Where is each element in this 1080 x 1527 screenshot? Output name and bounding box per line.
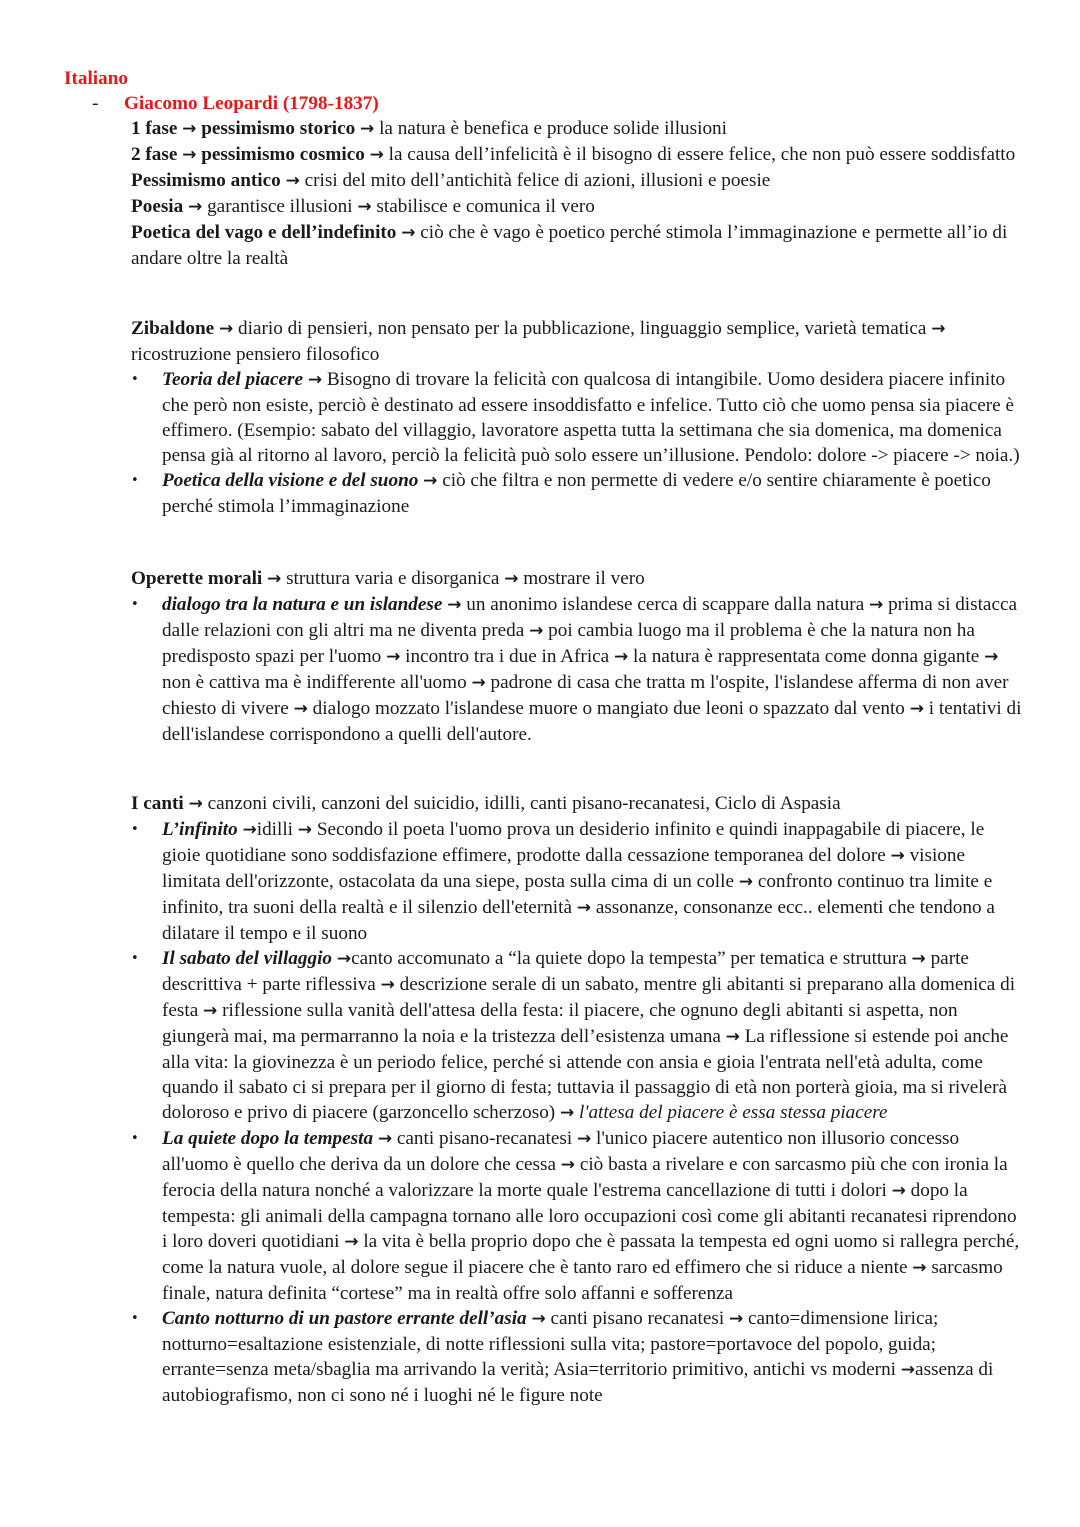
pessimismo-antico-line: Pessimismo antico → crisi del mito dell’antichità felice di azioni, illusioni e poesie	[131, 170, 771, 191]
arrow-icon: →	[293, 699, 308, 719]
arrow-icon: →	[738, 872, 754, 892]
arrow-icon: →	[900, 1360, 916, 1380]
intro-section	[131, 116, 1031, 271]
arrow-icon: →	[576, 898, 592, 918]
zibaldone-section	[131, 316, 1031, 519]
zibaldone-line: Zibaldone → diario di pensieri, non pensato per la pubblicazione, linguaggio semplice, varietà tematica → ricostruzione pensiero filosofico	[131, 318, 946, 365]
subject-heading: Italiano	[64, 68, 128, 89]
zibaldone-list	[131, 367, 1031, 519]
topic-dash: -	[92, 93, 99, 114]
arrow-icon: →	[285, 171, 300, 191]
arrow-icon: →	[614, 647, 629, 667]
arrow-icon: →	[560, 1155, 576, 1175]
list-item: • Canto notturno di un pastore errante dell’asia → canti pisano recanatesi → canto=dimensione lirica; notturno=esaltazione esistenziale, di notte riflessioni sulla vita; pastore=portavoce del popolo, guida; errante=senza meta/sbaglia ma arrivando la verità; Asia=territorio primitivo, antichi vs moderni →assenza di autobiografismo, non ci sono né i luoghi né le figure note	[131, 1306, 1022, 1408]
arrow-icon: →	[931, 319, 946, 339]
arrow-icon: →	[504, 569, 519, 589]
arrow-icon: →	[297, 820, 313, 840]
arrow-icon: →	[267, 569, 282, 589]
arrow-icon: →	[242, 820, 257, 840]
fase-1-line: 1 fase → pessimismo storico → la natura è benefica e produce solide illusioni	[131, 118, 727, 139]
arrow-icon: →	[401, 223, 416, 243]
operette-section	[131, 566, 1031, 747]
arrow-icon: →	[369, 145, 384, 165]
arrow-icon: →	[471, 673, 486, 693]
arrow-icon: →	[890, 846, 905, 866]
arrow-icon: →	[357, 197, 372, 217]
arrow-icon: →	[728, 1309, 744, 1329]
arrow-icon: →	[188, 794, 203, 814]
arrow-icon: →	[203, 1001, 218, 1021]
poetica-vago-line: Poetica del vago e dell’indefinito → ciò che è vago è poetico perché stimola l’immaginazione e permette all’io di andare oltre la realtà	[131, 222, 1008, 269]
arrow-icon: →	[188, 197, 203, 217]
arrow-icon: →	[386, 647, 401, 667]
arrow-icon: →	[912, 1258, 927, 1278]
arrow-icon: →	[218, 319, 234, 339]
list-item: • Teoria del piacere → Bisogno di trovare la felicità con qualcosa di intangibile. Uomo desidera piacere infinito che però non esiste, perciò è destinato ad essere insoddisfatto e infelice. Tutto ciò che uomo pensa sia piacere è effimero. (Esempio: sabato del villaggio, lavoratore aspetta tutta la settimana che sia domenica, ma domenica pensa già al ritorno al lavoro, perciò la felicità può solo essere un’illusione. Pendolo: dolore -> piacere -> noia.)	[131, 367, 1022, 468]
list-item: • La quiete dopo la tempesta → canti pisano-recanatesi → l'unico piacere autentico non illusorio concesso all'uomo è quello che deriva da un dolore che cessa → ciò basta a rivelare e con sarcasmo più che con ironia la ferocia della natura nonché a valorizzare la morte quale l'estrema cancellazione di tutti i dolori → dopo la tempesta: gli animali della campagna tornano alle loro occupazioni così come gli abitanti recanatesi riprendono i loro doveri quotidiani → la vita è bella proprio dopo che è passata la tempesta ed ogni uomo si rallegra perché, come la natura vuole, al dolore segue il piacere che è tanto raro ed effimero che si riduce a niente → sarcasmo finale, natura definita “cortese” ma in realtà offre solo affanni e sofferenza	[131, 1126, 1022, 1306]
operette-line: Operette morali → struttura varia e disorganica → mostrare il vero	[131, 568, 645, 589]
arrow-icon: →	[531, 1309, 546, 1329]
arrow-icon: →	[182, 119, 197, 139]
arrow-icon: →	[529, 621, 544, 641]
topic-line	[92, 91, 379, 116]
canti-section	[131, 791, 1031, 1408]
poesia-line: Poesia → garantisce illusioni → stabilisce e comunica il vero	[131, 196, 595, 217]
arrow-icon: →	[576, 1129, 592, 1149]
operette-list	[131, 592, 1031, 747]
list-item: • Il sabato del villaggio →canto accomunato a “la quiete dopo la tempesta” per tematica e struttura → parte descrittiva + parte riflessiva → descrizione serale di un sabato, mentre gli abitanti si preparano alla domenica di festa → riflessione sulla vanità dell'attesa della festa: il piacere, che ognuno degli abitanti si aspetta, non giungerà mai, ma permarranno la noia e la tristezza dell’esistenza umana → La riflessione si estende poi anche alla vita: la giovinezza è un periodo felice, perché si attende con ansia e gioia l'entrata nell'età adulta, come quando il sabato ci si prepara per il giorno di festa; tuttavia il passaggio di età non porterà gioia, ma si rivelerà doloroso e privo di piacere (garzoncello scherzoso) → l'attesa del piacere è essa stessa piacere	[131, 946, 1022, 1126]
arrow-icon: →	[725, 1027, 740, 1047]
arrow-icon: →	[909, 699, 924, 719]
list-item: • dialogo tra la natura e un islandese → un anonimo islandese cerca di scappare dalla natura → prima si distacca dalle relazioni con gli altri ma ne diventa preda → poi cambia luogo ma il problema è che la natura non ha predisposto spazi per l'uomo → incontro tra i due in Africa → la natura è rappresentata come donna gigante → non è cattiva ma è indifferente all'uomo → padrone di casa che tratta m l'ospite, l'islandese afferma di non aver chiesto di vivere → dialogo mozzato l'islandese muore o mangiato due leoni o spazzato dal vento → i tentativi di dell'islandese corrispondono a quelli dell'autore.	[131, 592, 1022, 747]
arrow-icon: →	[984, 647, 999, 667]
arrow-icon: →	[182, 145, 197, 165]
arrow-icon: →	[891, 1181, 906, 1201]
arrow-icon: →	[336, 949, 352, 969]
fase-2-line: 2 fase → pessimismo cosmico → la causa dell’infelicità è il bisogno di essere felice, che non può essere soddisfatto	[131, 144, 1016, 165]
arrow-icon: →	[344, 1232, 359, 1252]
arrow-icon: →	[307, 370, 323, 390]
arrow-icon: →	[447, 595, 462, 615]
author-heading: Giacomo Leopardi (1798-1837)	[124, 93, 379, 114]
arrow-icon: →	[377, 1129, 393, 1149]
arrow-icon: →	[360, 119, 375, 139]
list-item: • Poetica della visione e del suono → ciò che filtra e non permette di vedere e/o sentire chiaramente è poetico perché stimola l’immaginazione	[131, 468, 1022, 519]
arrow-icon: →	[869, 595, 884, 615]
arrow-icon: →	[423, 471, 438, 491]
canti-line: I canti → canzoni civili, canzoni del suicidio, idilli, canti pisano-recanatesi, Ciclo di Aspasia	[131, 793, 841, 814]
canti-list	[131, 817, 1031, 1408]
arrow-icon: →	[911, 949, 926, 969]
list-item: • L’infinito →idilli → Secondo il poeta l'uomo prova un desiderio infinito e quindi inappagabile di piacere, le gioie quotidiane sono soddisfazione effimere, prodotte dalla cessazione temporanea del dolore → visione limitata dell'orizzonte, ostacolata da una siepe, posta sulla cima di un colle → confronto continuo tra limite e infinito, tra suoni della realtà e il silenzio dell'eternità → assonanze, consonanze ecc.. elementi che tendono a dilatare il tempo e il suono	[131, 817, 1022, 946]
arrow-icon: →	[380, 975, 395, 995]
arrow-icon: →	[559, 1103, 575, 1123]
